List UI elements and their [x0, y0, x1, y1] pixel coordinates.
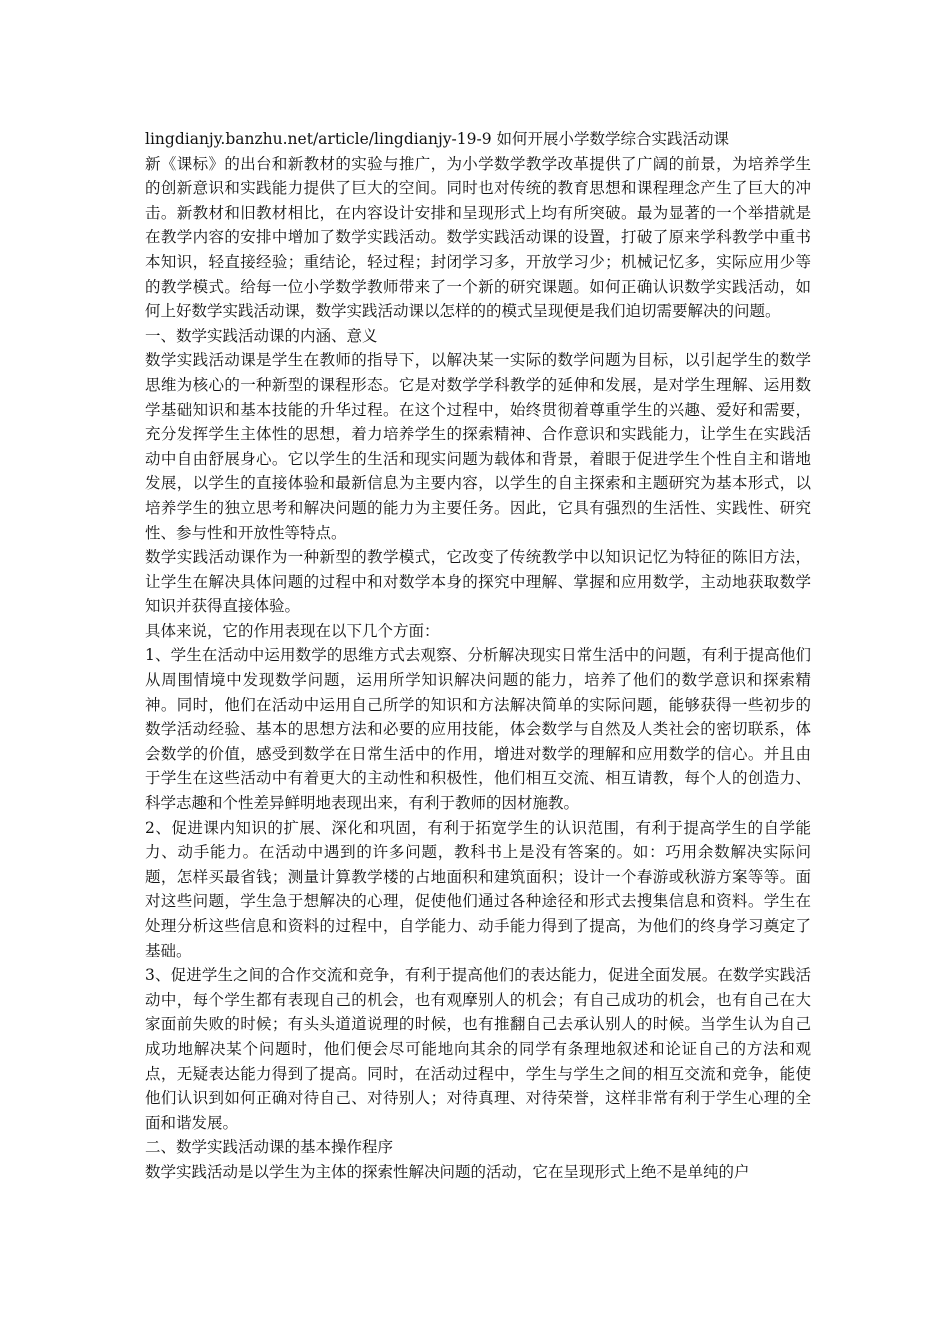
list-item-2: 2、促进课内知识的扩展、深化和巩固，有利于拓宽学生的认识范围，有利于提高学生的自学能力、动手能力。在活动中遇到的许多问题，教科书上是没有答案的。如：巧用余数解决实际问题，怎样买最省钱；测量计算教学楼的占地面积和建筑面积；设计一个春游或秋游方案等等。面对这些问题，学生急于想解决的心理，促使他们通过各种途径和形式去搜集信息和资料。学生在处理分析这些信息和资料的过程中，自学能力、动手能力得到了提高，为他们的终身学习奠定了基础。 [145, 818, 811, 960]
document-header: lingdianjy.banzhu.net/article/lingdianjy-19-9 如何开展小学数学综合实践活动课 [145, 130, 730, 148]
section-heading-1: 一、数学实践活动课的内涵、意义 [145, 326, 378, 345]
list-item-3: 3、促进学生之间的合作交流和竞争，有利于提高他们的表达能力，促进全面发展。在数学实践活动中，每个学生都有表现自己的机会，也有观摩别人的机会；有自己成功的机会，也有自己在大家面前失败的时候；有头头道道说理的时候，也有推翻自己去承认别人的时候。当学生认为自己成功地解决某个问题时，他们便会尽可能地向其余的同学有条理地叙述和论证自己的方法和观点，无疑表达能力得到了提高。同时，在活动过程中，学生与学生之间的相互交流和竞争，能使他们认识到如何正确对待自己、对待别人；对待真理、对待荣誉，这样非常有利于学生心理的全面和谐发展。 [145, 966, 811, 1132]
intro-paragraph: 新《课标》的出台和新教材的实验与推广，为小学数学教学改革提供了广阔的前景，为培养学生的创新意识和实践能力提供了巨大的空间。同时也对传统的教育思想和课程理念产生了巨大的冲击。新教材和旧教材相比，在内容设计安排和呈现形式上均有所突破。最为显著的一个举措就是在教学内容的安排中增加了数学实践活动。数学实践活动课的设置，打破了原来学科教学中重书本知识，轻直接经验；重结论，轻过程；封闭学习多，开放学习少；机械记忆多，实际应用少等的教学模式。给每一位小学数学教师带来了一个新的研究课题。如何正确认识数学实践活动，如何上好数学实践活动课，数学实践活动课以怎样的的模式呈现便是我们迫切需要解决的问题。 [145, 154, 811, 321]
body-paragraph: 数学实践活动是以学生为主体的探索性解决问题的活动，它在呈现形式上绝不是单纯的户 [145, 1162, 750, 1181]
body-paragraph: 具体来说，它的作用表现在以下几个方面： [145, 621, 440, 640]
document-body [145, 127, 811, 1185]
section-heading-2: 二、数学实践活动课的基本操作程序 [145, 1138, 394, 1157]
body-paragraph: 数学实践活动课作为一种新型的教学模式，它改变了传统教学中以知识记忆为特征的陈旧方法，让学生在解决具体问题的过程中和对数学本身的探究中理解、掌握和应用数学，主动地获取数学知识并获得直接体验。 [145, 548, 811, 616]
list-item-1: 1、学生在活动中运用数学的思维方式去观察、分析解决现实日常生活中的问题，有利于提高他们从周围情境中发现数学问题，运用所学知识解决问题的能力，培养了他们的数学意识和探索精神。同时，他们在活动中运用自己所学的知识和方法解决简单的实际问题，能够获得一些初步的数学活动经验、基本的思想方法和必要的应用技能，体会数学与自然及人类社会的密切联系，体会数学的价值，感受到数学在日常生活中的作用，增进对数学的理解和应用数学的信心。并且由于学生在这些活动中有着更大的主动性和积极性，他们相互交流、相互请教，每个人的创造力、科学志趣和个性差异鲜明地表现出来，有利于教师的因材施教。 [145, 646, 811, 813]
body-paragraph: 数学实践活动课是学生在教师的指导下，以解决某一实际的数学问题为目标，以引起学生的数学思维为核心的一种新型的课程形态。它是对数学学科教学的延伸和发展，是对学生理解、运用数学基础知识和基本技能的升华过程。在这个过程中，始终贯彻着尊重学生的兴趣、爱好和需要，充分发挥学生主体性的思想，着力培养学生的探索精神、合作意识和实践能力，让学生在实践活动中自由舒展身心。它以学生的生活和现实问题为载体和背景，着眼于促进学生个性自主和谐地发展，以学生的直接体验和最新信息为主要内容，以学生的自主探索和主题研究为基本形式，以培养学生的独立思考和解决问题的能力为主要任务。因此，它具有强烈的生活性、实践性、研究性、参与性和开放性等特点。 [145, 351, 811, 542]
